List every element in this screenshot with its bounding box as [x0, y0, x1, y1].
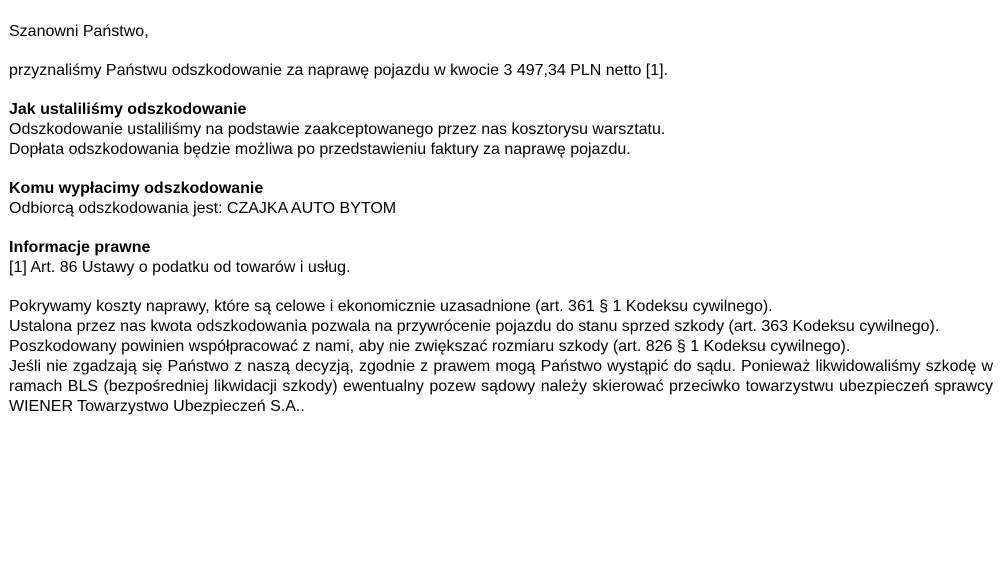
legal-footnote: [1] Art. 86 Ustawy o podatku od towarów i usług.: [9, 259, 351, 276]
heading-payee: Komu wypłacimy odszkodowanie: [9, 180, 264, 197]
how-determined-line-1: Odszkodowanie ustaliliśmy na podstawie zaakceptowanego przez nas kosztorysu warsztatu.: [9, 121, 666, 138]
greeting: Szanowni Państwo,: [9, 23, 149, 40]
letter-body: [9, 22, 993, 417]
intro-paragraph: przyznaliśmy Państwu odszkodowanie za naprawę pojazdu w kwocie 3 497,34 PLN netto [1].: [9, 62, 669, 79]
closing-paragraph-4: Jeśli nie zgadzają się Państwo z naszą decyzją, zgodnie z prawem mogą Państwo wystąpić do sądu. Ponieważ likwidowaliśmy szkodę w ramach BLS (bezpośredniej likwidacji szkody) ewentualny pozew sądowy należy skierować przeciwko towarzystwu ubezpieczeń sprawcy WIENER Towarzystwo Ubezpieczeń S.A..: [9, 358, 993, 415]
payee-line: Odbiorcą odszkodowania jest: CZAJKA AUTO BYTOM: [9, 200, 397, 217]
how-determined-line-2: Dopłata odszkodowania będzie możliwa po przedstawieniu faktury za naprawę pojazdu.: [9, 141, 631, 158]
closing-paragraph-2: Ustalona przez nas kwota odszkodowania pozwala na przywrócenie pojazdu do stanu sprzed szkody (art. 363 Kodeksu cywilnego).: [9, 318, 940, 335]
closing-paragraph-1: Pokrywamy koszty naprawy, które są celowe i ekonomicznie uzasadnione (art. 361 § 1 Kodeksu cywilnego).: [9, 298, 773, 315]
heading-legal-info: Informacje prawne: [9, 239, 151, 256]
closing-paragraph-3: Poszkodowany powinien współpracować z nami, aby nie zwiększać rozmiaru szkody (art. 826 § 1 Kodeksu cywilnego).: [9, 338, 851, 355]
heading-how-determined: Jak ustaliliśmy odszkodowanie: [9, 101, 247, 118]
